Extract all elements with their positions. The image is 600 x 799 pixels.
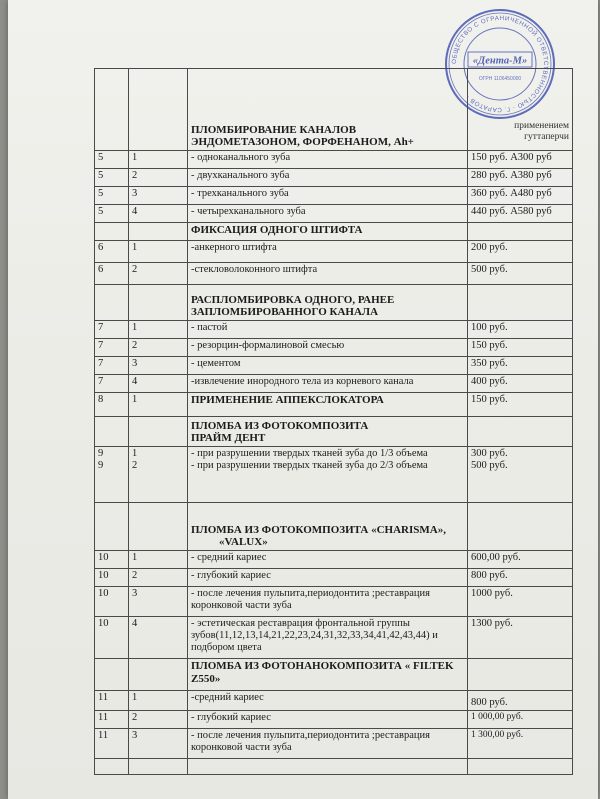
table-row: 7 1 - пастой 100 руб. bbox=[95, 321, 573, 339]
price-table bbox=[94, 68, 573, 775]
document-page bbox=[8, 0, 598, 799]
table-row: 10 2 - глубокий кариес 800 руб. bbox=[95, 569, 573, 587]
table-row bbox=[95, 503, 573, 551]
section-title: ПЛОМБА ИЗ ФОТОНАНОКОМПОЗИТА « FILTEK Z550» bbox=[188, 659, 468, 691]
table-row: 10 4 - эстетическая реставрация фронтальной группы зубов(11,12,13,14,21,22,23,24,31,32,33,34,41,42,43,44) и подбором цвета 1300 руб. bbox=[95, 617, 573, 659]
stamp-small-text: ОГРН 1106450000 bbox=[478, 76, 522, 82]
section-title: ФИКСАЦИЯ ОДНОГО ШТИФТА bbox=[188, 223, 468, 241]
section-title: ПЛОМБА ИЗ ФОТОКОМПОЗИТА ПРАЙМ ДЕНТ bbox=[188, 417, 468, 447]
table-row: 7 2 - резорцин-формалиновой смесью 150 руб. bbox=[95, 339, 573, 357]
table-row bbox=[95, 223, 573, 241]
company-stamp bbox=[444, 8, 556, 120]
table-row: 7 3 - цементом 350 руб. bbox=[95, 357, 573, 375]
table-row: 5 3 - трехканального зуба 360 руб. А480 руб bbox=[95, 187, 573, 205]
table-row: 6 2 -стекловолоконного штифта 500 руб. bbox=[95, 263, 573, 285]
table-row: 5 2 - двухканального зуба 280 руб. А380 руб bbox=[95, 169, 573, 187]
table-row: 11 2 - глубокий кариес 1 000,00 руб. bbox=[95, 711, 573, 729]
section-title: ПЛОМБИРОВАНИЕ КАНАЛОВ ЭНДОМЕТАЗОНОМ, ФОРФЕНАНОМ, Ah+ bbox=[188, 69, 468, 151]
section-title: ПЛОМБА ИЗ ФОТОКОМПОЗИТА «CHARISMA», «VALUX» bbox=[188, 503, 468, 551]
table-row bbox=[95, 285, 573, 321]
table-row: 7 4 -извлечение инородного тела из корневого канала 400 руб. bbox=[95, 375, 573, 393]
table-row: 11 1 -средний кариес 800 руб. bbox=[95, 691, 573, 711]
stamp-center-text: «Дента-М» bbox=[472, 55, 528, 67]
table-row bbox=[95, 659, 573, 691]
table-row: 5 1 - одноканального зуба 150 руб. А300 руб bbox=[95, 151, 573, 169]
section-title: РАСПЛОМБИРОВКА ОДНОГО, РАНЕЕ ЗАПЛОМБИРОВАННОГО КАНАЛА bbox=[188, 285, 468, 321]
table-row: 10 3 - после лечения пульпита,периодонтита ;реставрация коронковой части зуба 1000 руб. bbox=[95, 587, 573, 617]
table-row bbox=[95, 759, 573, 775]
section-title: ПРИМЕНЕНИЕ АППЕКСЛОКАТОРА bbox=[188, 393, 468, 417]
table-row: 10 1 - средний кариес 600,00 руб. bbox=[95, 551, 573, 569]
table-row bbox=[95, 417, 573, 447]
table-row: 9 9 1 2 - при разрушении твердых тканей зуба до 1/3 объема - при разрушении твердых тканей зуба до 2/3 объема 300 руб. 500 руб. bbox=[95, 447, 573, 503]
table-row: 11 3 - после лечения пульпита,периодонтита ;реставрация коронковой части зуба 1 300,00 руб. bbox=[95, 729, 573, 759]
table-row: 8 1 ПРИМЕНЕНИЕ АППЕКСЛОКАТОРА 150 руб. bbox=[95, 393, 573, 417]
table-row: 5 4 - четырехканального зуба 440 руб. А580 руб bbox=[95, 205, 573, 223]
svg-text:ОБЩЕСТВО С ОГРАНИЧЕННОЙ ОТВЕТС: ОБЩЕСТВО С ОГРАНИЧЕННОЙ ОТВЕТСТВЕННОСТЬЮ · Г. САРАТОВ · bbox=[450, 14, 550, 114]
header-note: применением гуттаперчи bbox=[468, 69, 573, 151]
table-row: 6 1 -анкерного штифта 200 руб. bbox=[95, 241, 573, 263]
